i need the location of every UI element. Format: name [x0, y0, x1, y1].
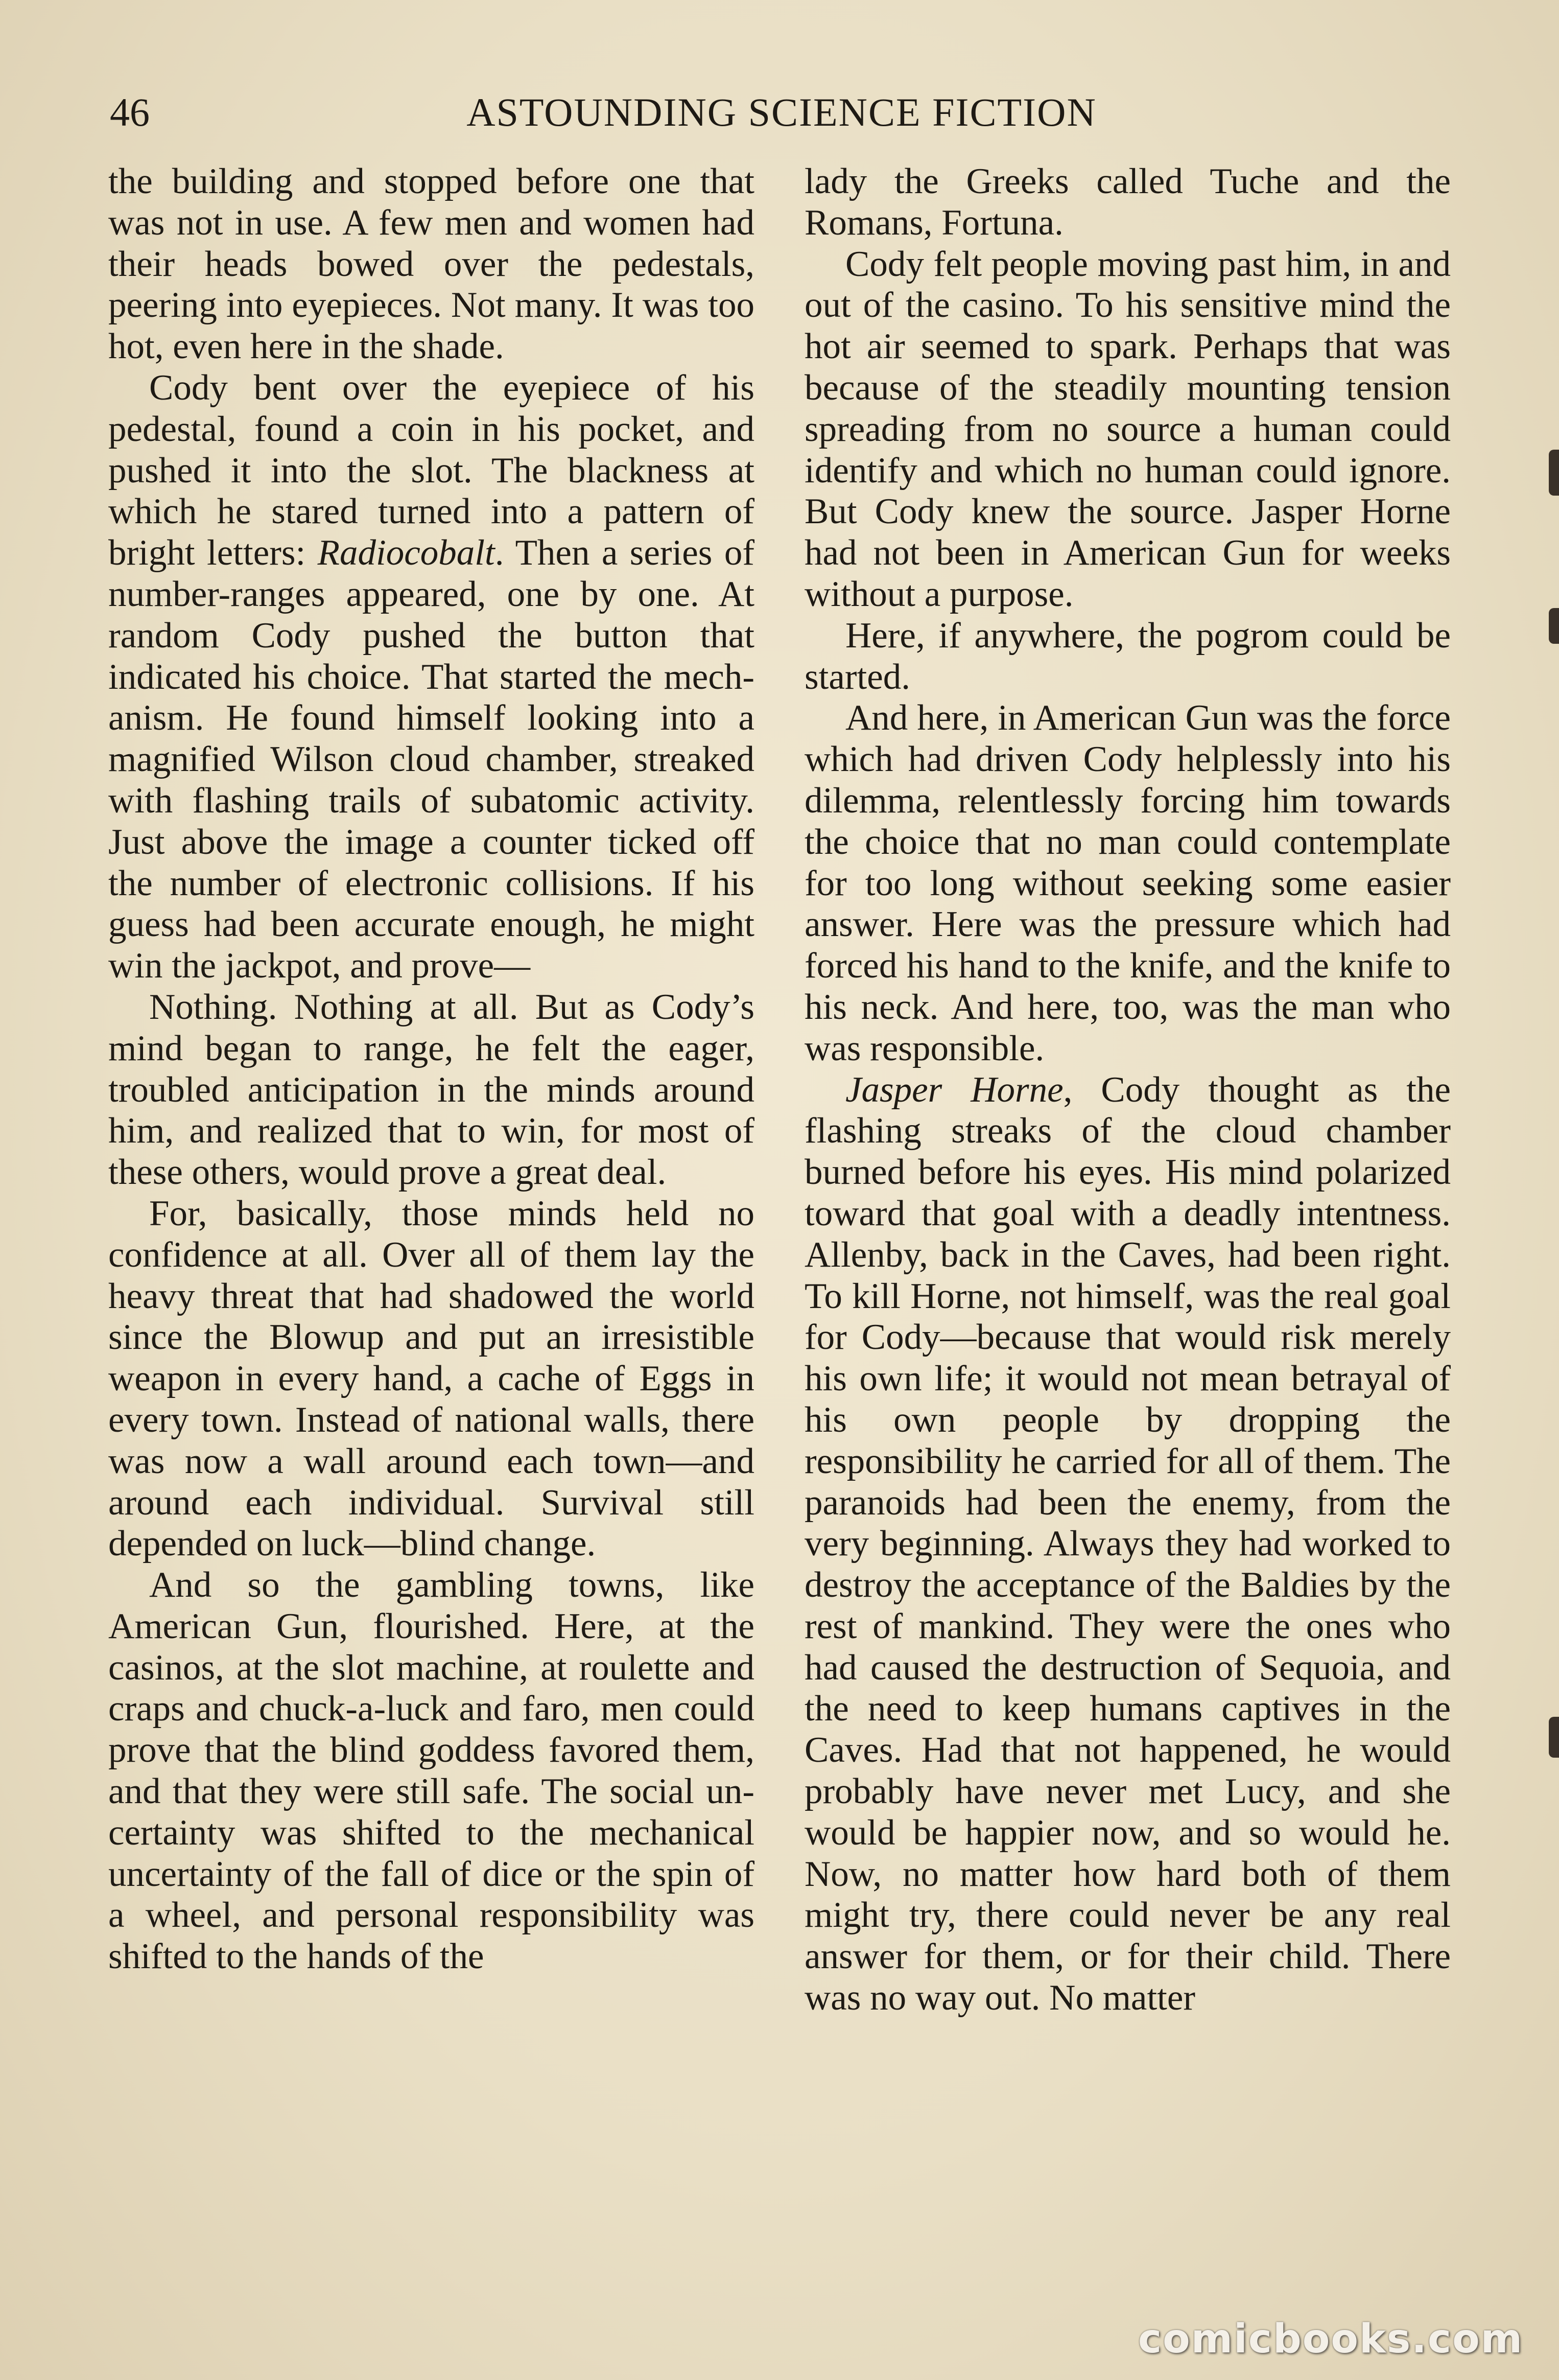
paragraph [108, 1565, 754, 1977]
paragraph-text: Nothing. Nothing at all. But as Cody’s mind began to range, he felt the eager, troubled anticipation in the minds around him, and realized that to win, for most of these others, would prove a great deal. [108, 987, 754, 1193]
paragraph [108, 367, 754, 987]
paragraph-text: And so the gambling towns, like American Gun, flourished. Here, at the casinos, at the slot machine, at roulette and craps and chuck-a-luck and faro, men could prove that the blind goddess favored them, and that they were still safe. The social uncertainty was shifted to the mechanical uncertainty of the fall of dice or the spin of a wheel, and personal responsibility was shifted to the hands of the [108, 1565, 754, 1977]
page-header [110, 87, 1453, 143]
page-edge-mark [1549, 450, 1559, 496]
watermark: comicbooks.com [1138, 2316, 1523, 2362]
italic-text: Radiocobalt [317, 533, 495, 573]
paragraph-text: Cody felt people moving past him, in and out of the casino. To his sensitive mind the hot air seemed to spark. Perhaps that was because of the steadily mounting tension spreading from no source a human could identify and which no human could ignore. But Cody knew the source. Jasper Horne had not been in American Gun for weeks without a purpose. [805, 244, 1451, 614]
paragraph [805, 697, 1451, 1069]
paragraph-text: Cody bent over the eyepiece of his pedestal, found a coin in his pocket, and pushed it into the slot. The blackness at which he stared turned into a pattern of bright letters: [108, 367, 754, 573]
paragraph [108, 987, 754, 1193]
paragraph [108, 1193, 754, 1565]
paragraph [805, 1069, 1451, 2019]
paragraph [108, 161, 754, 367]
running-title: ASTOUNDING SCIENCE FICTION [466, 90, 1097, 134]
paragraph [805, 615, 1451, 698]
page-edge-mark [1549, 608, 1559, 644]
paragraph-text: . Then a series of number-ranges appeared, one by one. At random Cody pushed the button that indicated his choice. That started the mechanism. He found himself looking into a magnified Wilson cloud chamber, streaked with flashing trails of subatomic activity. Just above the image a counter ticked off the number of electronic collisions. If his guess had been accurate enough, he might win the jackpot, and prove— [108, 533, 754, 986]
page-edge-mark [1549, 1717, 1559, 1758]
right-column [805, 161, 1451, 2019]
paragraph-text: For, basically, those minds held no confidence at all. Over all of them lay the heavy threat that had shadowed the world since the Blowup and put an irresistible weapon in every hand, a cache of Eggs in every town. Instead of national walls, there was now a wall around each town—and around each individual. Survival still depended on luck—blind change. [108, 1193, 754, 1564]
left-column [108, 161, 754, 1977]
paragraph-text: lady the Greeks called Tuche and the Romans, Fortuna. [805, 161, 1451, 243]
paragraph-text: Here, if anywhere, the pogrom could be started. [805, 615, 1451, 697]
page-number: 46 [110, 90, 150, 134]
paragraph-text: And here, in American Gun was the force which had driven Cody helplessly into his dilemma, relentlessly forcing him towards the choice that no man could contemplate for too long without seeking some easier answer. Here was the pressure which had forced his hand to the knife, and the knife to his neck. And here, too, was the man who was responsible. [805, 698, 1451, 1068]
paragraph [805, 244, 1451, 615]
paragraph [805, 161, 1451, 244]
paragraph-text: , Cody thought as the flashing streaks of the cloud chamber burned before his eyes. His mind polarized toward that goal with a deadly intentness. Allenby, back in the Caves, had been right. To kill Horne, not himself, was the real goal for Cody—because that would risk merely his own life; it would not mean betrayal of his own people by dropping the responsibility he carried for all of them. The paranoids had been the enemy, from the very beginning. Always they had worked to destroy the acceptance of the Baldies by the rest of mankind. They were the ones who had caused the destruction of Sequoia, and the need to keep humans captives in the Caves. Had that not happened, he would probably have never met Lucy, and she would be happier now, and so would he. Now, no matter how hard both of them might try, there could never be any real answer for them, or for their child. There was no way out. No matter [805, 1069, 1451, 2018]
italic-text: Jasper Horne [845, 1069, 1064, 1110]
paragraph-text: the building and stopped before one that was not in use. A few men and women had their heads bowed over the pedestals, peering into eyepieces. Not many. It was too hot, even here in the shade. [108, 161, 754, 367]
